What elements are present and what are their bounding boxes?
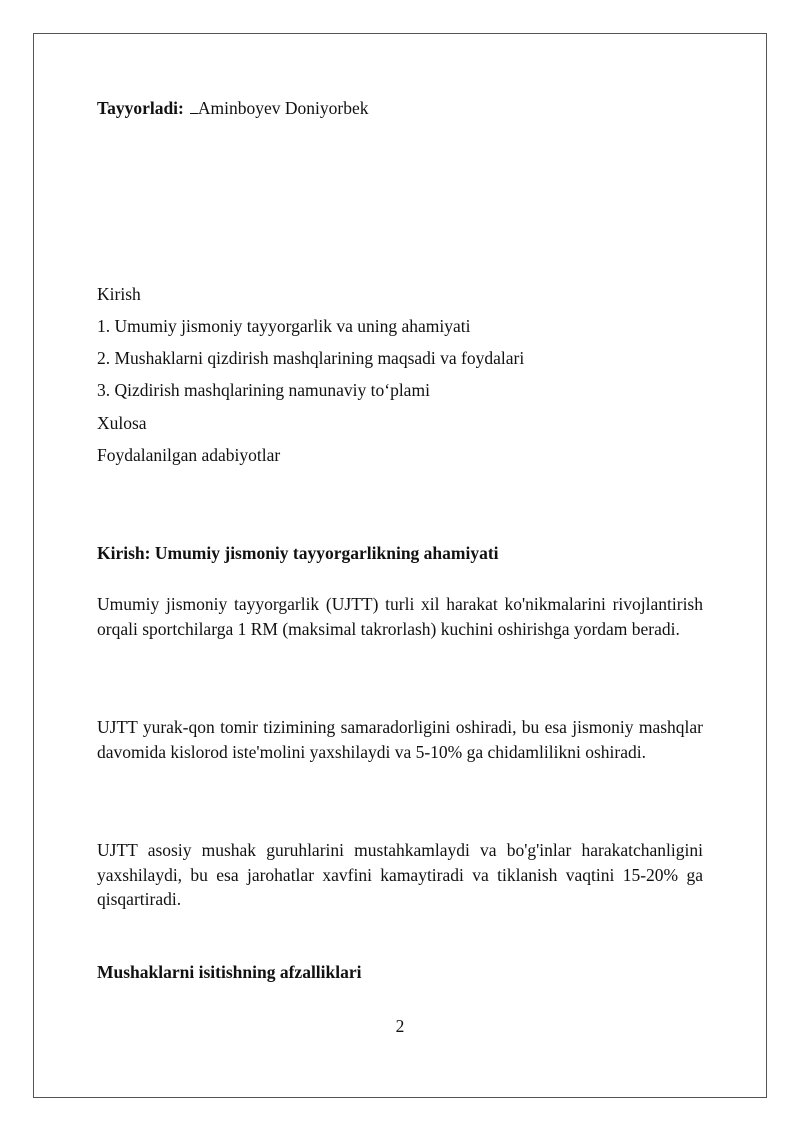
prepared-by-label: Tayyorladi:: [97, 98, 184, 118]
page-number: 2: [395, 1016, 405, 1036]
body-paragraph: Umumiy jismoniy tayyorgarlik (UJTT) turli xil harakat ko'nikmalarini rivojlantirish orqali sportchilarga 1 RM (maksimal takrorlash) kuchini oshirishga yordam beradi.: [97, 594, 703, 639]
section-heading: Mushaklarni isitishning afzalliklari: [97, 962, 362, 982]
section-heading: Kirish: Umumiy jismoniy tayyorgarlikning ahamiyati: [97, 543, 499, 563]
page-border: [33, 33, 767, 1098]
author-name: Aminboyev Doniyorbek: [197, 98, 369, 118]
toc-item: 3. Qizdirish mashqlarining namunaviy to‘plami: [97, 380, 430, 400]
toc-item: Xulosa: [97, 413, 147, 433]
toc-item: 1. Umumiy jismoniy tayyorgarlik va uning ahamiyati: [97, 316, 471, 336]
toc-item: 2. Mushaklarni qizdirish mashqlarining maqsadi va foydalari: [97, 348, 525, 368]
body-paragraph: UJTT yurak-qon tomir tizimining samaradorligini oshiradi, bu esa jismoniy mashqlar davomida kislorod iste'molini yaxshilaydi va 5-10% ga chidamlilikni oshiradi.: [97, 717, 703, 762]
body-paragraph: UJTT asosiy mushak guruhlarini mustahkamlaydi va bo'g'inlar harakatchanligini yaxshilaydi, bu esa jarohatlar xavfini kamaytiradi va tiklanish vaqtini 15-20% ga qisqartiradi.: [97, 840, 703, 909]
prepared-by-line: [97, 98, 368, 118]
toc-item: Kirish: [97, 284, 141, 304]
toc-item: Foydalanilgan adabiyotlar: [97, 445, 281, 465]
blank-underline: [190, 99, 198, 114]
